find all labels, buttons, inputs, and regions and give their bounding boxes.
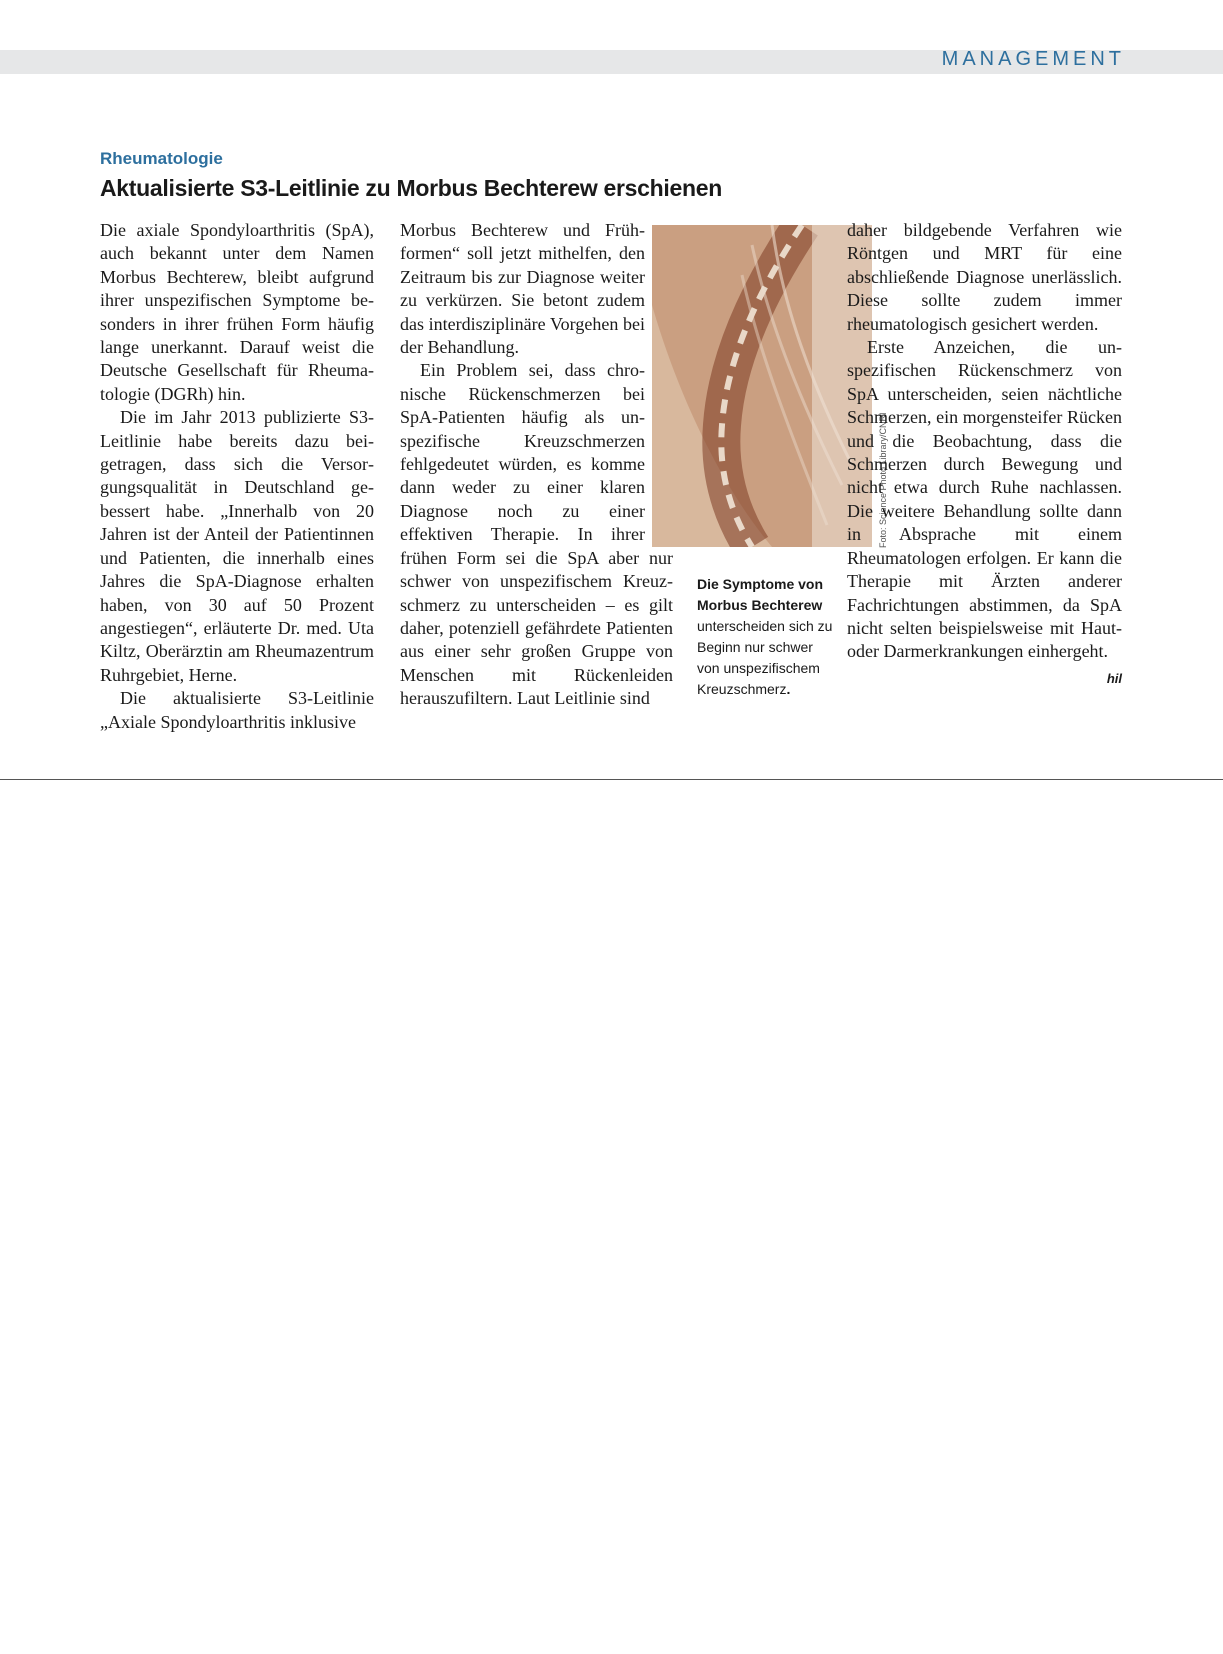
article-column-4: [847, 219, 1122, 690]
section-label: MANAGEMENT: [941, 48, 1125, 70]
paragraph: Morbus Bechterew und Frühformen“ soll jetzt mithelfen, den Zeitraum bis zur Diagnose weiter zu verkürzen. Sie betont zudem das interdisziplinäre Vorgehen bei der Behandlung.: [400, 220, 645, 358]
paragraph: daher bildgebende Verfahren wie Röntgen und MRT für eine abschließende Diagnose unerlässlich. Diese sollte zudem immer rheumatologisch gesichert werden.: [847, 220, 1122, 334]
image-caption: [697, 574, 837, 700]
footer-rule: [0, 779, 1223, 780]
article-headline: Aktualisierte S3-Leitlinie zu Morbus Bechterew erschienen: [100, 175, 722, 201]
paragraph: Die axiale Spondyloarthritis (SpA), auch bekannt unter dem Namen Morbus Bechterew, bleibt aufgrund ihrer unspezifischen Symptome besonders in ihrer frühen Form häufig lange unerkannt. Darauf weist die Deutsche Gesellschaft für Rheumatologie (DGRh) hin.: [100, 220, 374, 404]
photo-credit: Foto: Science Photo Library/CNRI: [878, 412, 888, 548]
caption-end: .: [786, 681, 791, 697]
spine-xray-photo: [652, 225, 872, 547]
paragraph-text: Erste Anzeichen, die unspezifischen Rückenschmerz von SpA unterscheiden, seien nächtliche Schmerzen, ein morgensteifer Rücken und die Beobachtung, dass die Schmerzen durch Bewegung und nicht etwa durch Ruhe nachlassen. Die weitere Behandlung sollte dann in Absprache mit einem Rheumatologen erfolgen. Er kann die Therapie mit Ärzten anderer Fachrichtungen abstimmen, da SpA nicht selten beispielsweise mit Haut- oder Darmerkrankungen einhergeht.: [847, 337, 1122, 662]
author-tag: hil: [1106, 670, 1122, 686]
caption-bold: Die Symptome von Morbus Bechterew: [697, 576, 824, 613]
paragraph: [847, 336, 1122, 686]
article-kicker: Rheumatologie: [100, 149, 223, 168]
paragraph: Die im Jahr 2013 publizierte S3-Leitlinie habe bereits dazu beigetragen, dass sich die Versorgungsqualität in Deutschland gebessert habe. „Innerhalb von 20 Jahren ist der Anteil der Patientinnen und Patienten, die innerhalb eines Jahres die SpA-Diagnose erhalten haben, von 30 auf 50 Prozent angestiegen“, erläuterte Dr. med. Uta Kiltz, Oberärztin am Rheumazentrum Ruhrgebiet, Herne.: [100, 407, 374, 685]
article-column-1: [100, 219, 374, 734]
article-column-2: [400, 219, 673, 711]
paragraph: Ein Problem sei, dass chronische Rückenschmerzen bei SpA-Patienten häufig als unspezifische Kreuzschmerzen fehlgedeutet würden, es komme dann weder zu einer klaren Diagnose noch zu einer effektiven Therapie. In ihrer frühen Form sei die SpA aber nur schwer von unspezifischem Kreuzschmerz zu unterscheiden – es gilt daher, potenziell gefährdete Patienten aus einer sehr großen Gruppe von Menschen mit Rückenleiden herauszufiltern. Laut Leitlinie sind: [400, 360, 673, 709]
caption-text: unterscheiden sich zu Beginn nur schwer von unspezifischem Kreuzschmerz: [697, 618, 833, 697]
paragraph: Die aktualisierte S3-Leitlinie „Axiale Spondyloarthritis inklusive: [100, 688, 374, 732]
